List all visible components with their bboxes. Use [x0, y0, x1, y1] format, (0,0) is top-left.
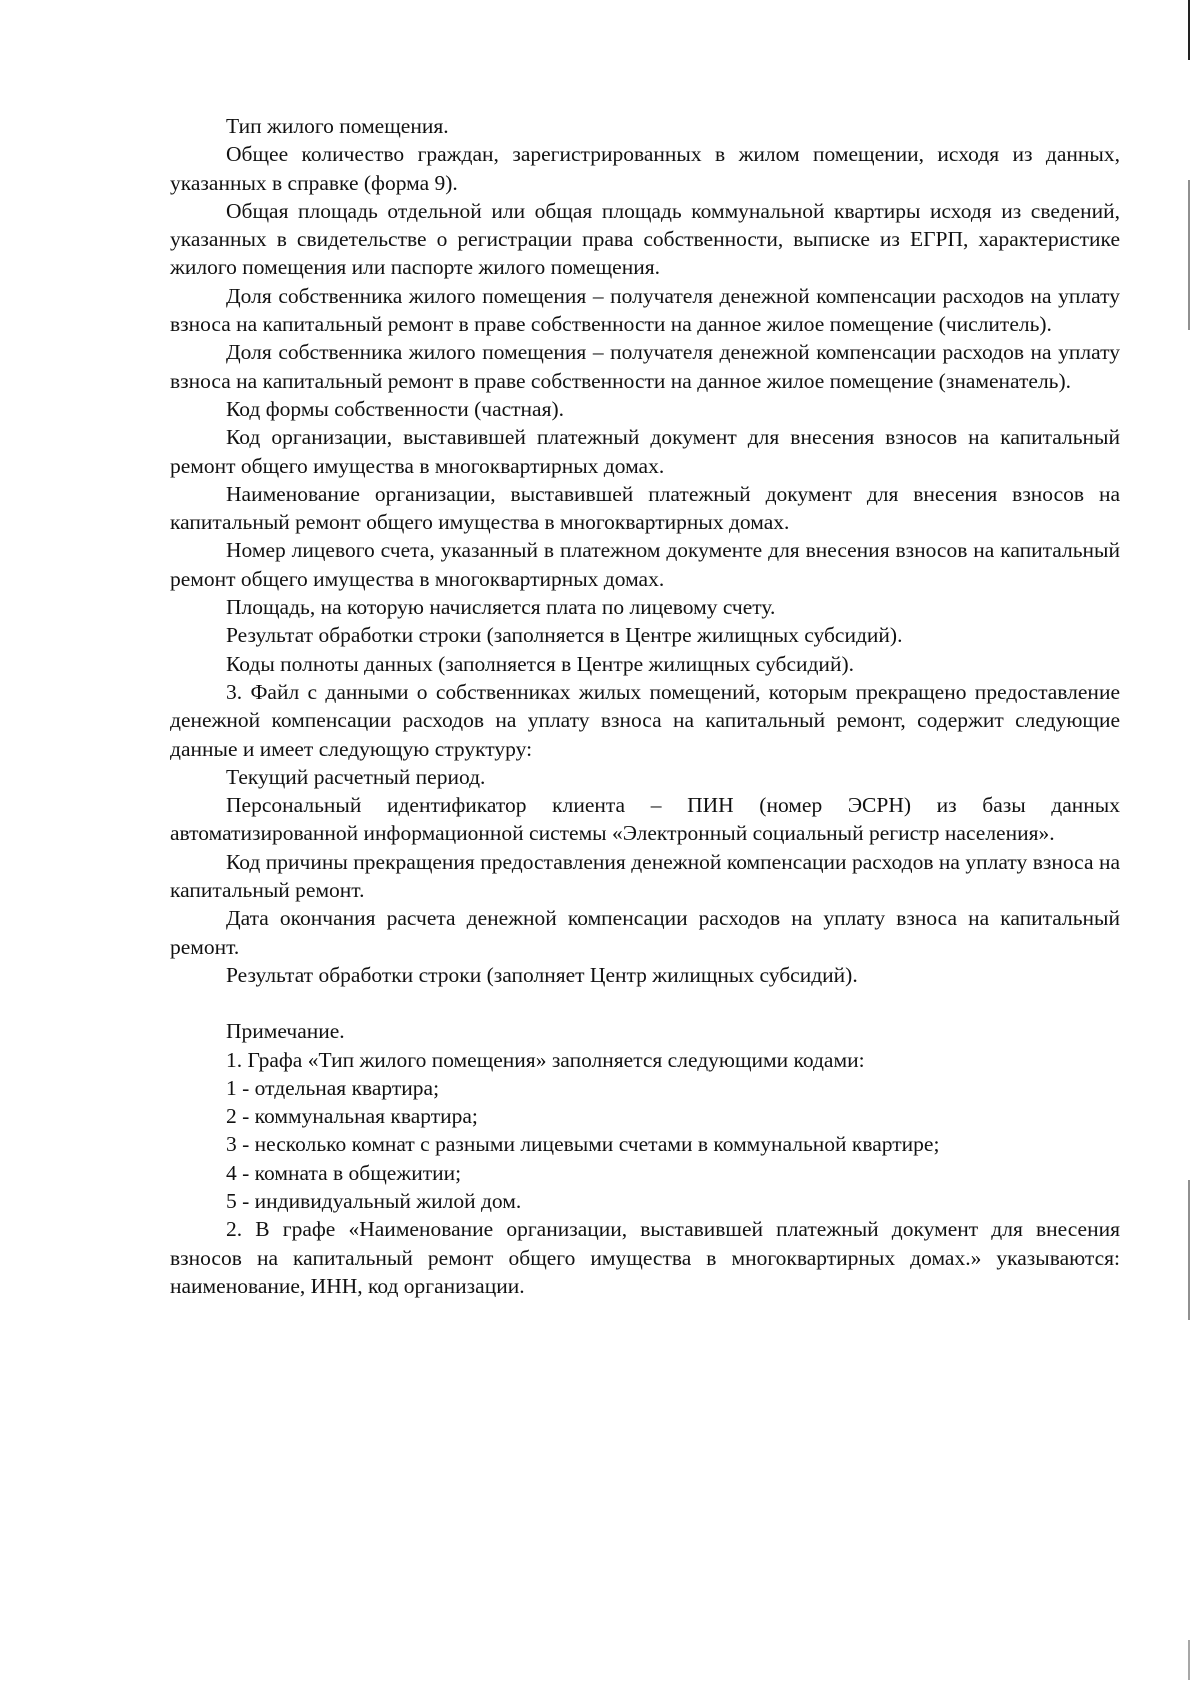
document-body — [170, 112, 1120, 1300]
paragraph-processing-result-2: Результат обработки строки (заполняет Центр жилищных субсидий). — [226, 962, 858, 987]
note-line: 4 - комната в общежитии; — [226, 1160, 462, 1185]
paragraph-ownership-code: Код формы собственности (частная). — [226, 396, 565, 421]
paragraph-account-number: Номер лицевого счета, указанный в платежном документе для внесения взносов на капитальный ремонт общего имущества в многоквартирных домах. — [170, 538, 1120, 591]
note-line: 1 - отдельная квартира; — [226, 1075, 440, 1100]
paragraph-organization-name: Наименование организации, выставившей платежный документ для внесения взносов на капитальный ремонт общего имущества в многоквартирных домах. — [170, 481, 1120, 535]
paragraph-organization-code: Код организации, выставившей платежный документ для внесения взносов на капитальный ремонт общего имущества в многоквартирных домах. — [170, 425, 1120, 478]
note-line: 3 - несколько комнат с разными лицевыми счетами в коммунальной квартире; — [226, 1132, 940, 1157]
paragraph-client-pin: Персональный идентификатор клиента – ПИН (номер ЭСРН) из базы данных автоматизированной информационной системы «Электронный социальный регистр населения». — [170, 793, 1120, 846]
paragraph-total-area: Общая площадь отдельной или общая площадь коммунальной квартиры исходя из сведений, указанных в свидетельстве о регистрации права собственности, выписке из ЕГРП, характеристике жилого помещения или паспорте жилого помещения. — [170, 198, 1120, 280]
paragraph-current-period: Текущий расчетный период. — [226, 764, 486, 789]
note-line: 1. Графа «Тип жилого помещения» заполняется следующими кодами: — [226, 1047, 865, 1072]
scan-edge-mark — [1188, 1640, 1190, 1680]
paragraph-end-date: Дата окончания расчета денежной компенсации расходов на уплату взноса на капитальный ремонт. — [170, 906, 1120, 959]
scan-edge-mark — [1188, 1180, 1190, 1320]
paragraph-processing-result: Результат обработки строки (заполняется в Центре жилищных субсидий). — [226, 623, 903, 648]
paragraph-housing-type: Тип жилого помещения. — [226, 114, 449, 138]
paragraph-share-numerator: Доля собственника жилого помещения – получателя денежной компенсации расходов на уплату взноса на капитальный ремонт в праве собственности на данное жилое помещение (числитель). — [170, 283, 1120, 337]
scan-edge-mark — [1188, 180, 1190, 330]
paragraph-termination-reason: Код причины прекращения предоставления денежной компенсации расходов на уплату взноса на капитальный ремонт. — [170, 849, 1120, 903]
note-title: Примечание. — [226, 1019, 345, 1044]
paragraph-registered-citizens: Общее количество граждан, зарегистрированных в жилом помещении, исходя из данных, указанных в справке (форма 9). — [170, 142, 1120, 195]
note-line: 5 - индивидуальный жилой дом. — [226, 1188, 522, 1213]
paragraph-share-denominator: Доля собственника жилого помещения – получателя денежной компенсации расходов на уплату взноса на капитальный ремонт в праве собственности на данное жилое помещение (знаменатель). — [170, 340, 1120, 393]
section-gap — [170, 989, 1120, 1017]
note-line: 2 - коммунальная квартира; — [226, 1104, 478, 1129]
paragraph-completeness-codes: Коды полноты данных (заполняется в Центре жилищных субсидий). — [226, 651, 854, 676]
paragraph-section-3: 3. Файл с данными о собственниках жилых помещений, которым прекращено предоставление денежной компенсации расходов на уплату взноса на капитальный ремонт, содержит следующие данные и имеет следующую структуру: — [170, 679, 1120, 761]
scan-edge-mark — [1188, 0, 1190, 60]
note-line: 2. В графе «Наименование организации, выставившей платежный документ для внесения взносов на капитальный ремонт общего имущества в многоквартирных домах.» указываются: наименование, ИНН, код организации. — [170, 1217, 1120, 1298]
paragraph-charged-area: Площадь, на которую начисляется плата по лицевому счету. — [226, 595, 776, 620]
